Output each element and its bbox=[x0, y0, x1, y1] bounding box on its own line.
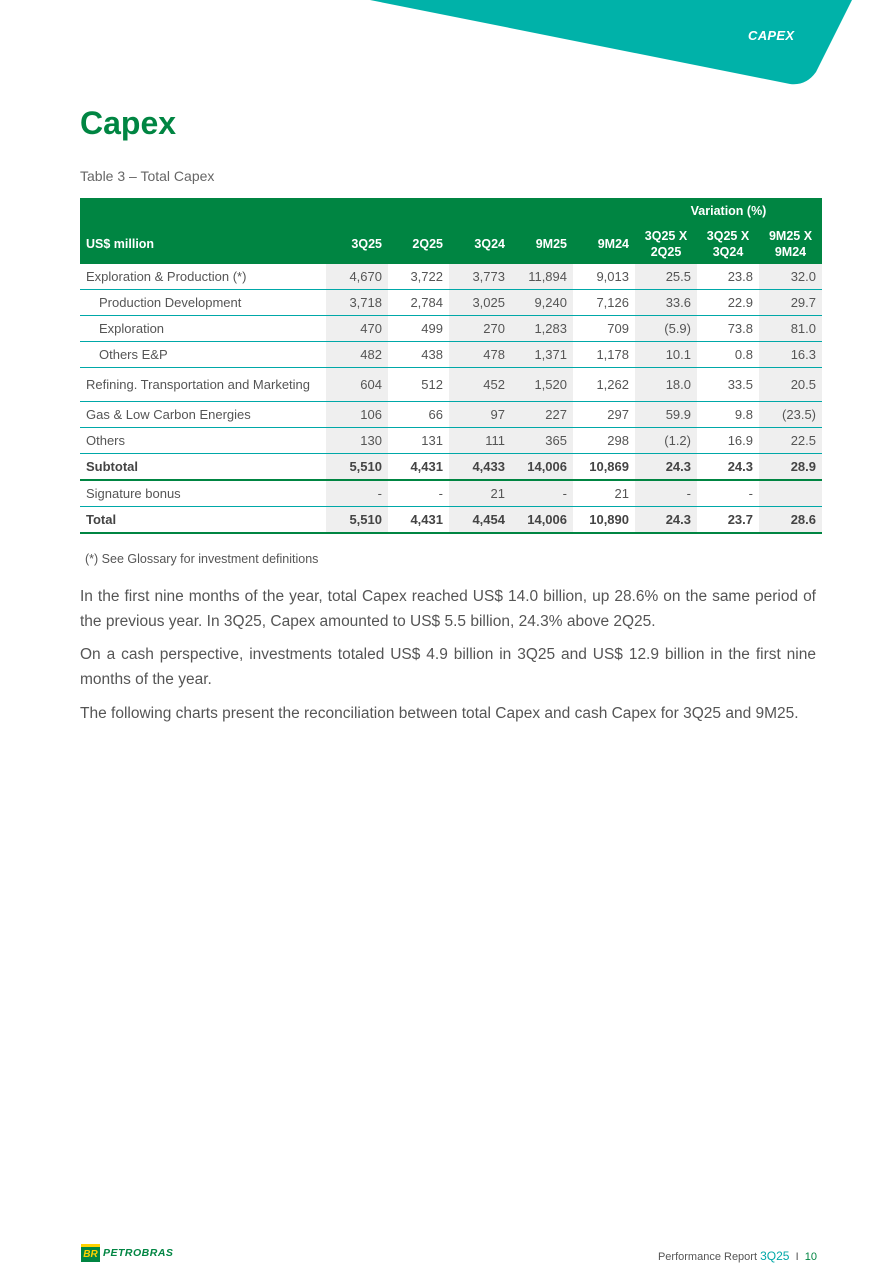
row-label: Signature bonus bbox=[80, 480, 326, 507]
row-label: Refining. Transportation and Marketing bbox=[80, 368, 326, 402]
cell: 21 bbox=[573, 480, 635, 507]
quarter-label: 3Q25 bbox=[760, 1249, 790, 1263]
cell: 24.3 bbox=[635, 507, 697, 534]
cell: 29.7 bbox=[759, 290, 822, 316]
body-paragraph: On a cash perspective, investments totaled US$ 4.9 billion in 3Q25 and US$ 12.9 billion in the first nine months of the year. bbox=[80, 646, 816, 688]
cell: 452 bbox=[449, 368, 511, 402]
table-row bbox=[80, 428, 822, 454]
cell: 106 bbox=[326, 402, 388, 428]
cell: 499 bbox=[388, 316, 449, 342]
cell: 14,006 bbox=[511, 454, 573, 481]
table-caption: Table 3 – Total Capex bbox=[80, 168, 215, 184]
table-row bbox=[80, 342, 822, 368]
row-label: Total bbox=[80, 507, 326, 534]
col-header-var-3q25-2q25: 3Q25 X 2Q25 bbox=[635, 224, 697, 264]
col-header-9m24: 9M24 bbox=[573, 224, 635, 264]
cell: 1,520 bbox=[511, 368, 573, 402]
cell: 1,262 bbox=[573, 368, 635, 402]
col-header-3q25: 3Q25 bbox=[326, 224, 388, 264]
section-tag: CAPEX bbox=[748, 28, 795, 43]
cell: 111 bbox=[449, 428, 511, 454]
cell: 482 bbox=[326, 342, 388, 368]
cell: 10.1 bbox=[635, 342, 697, 368]
cell: 21 bbox=[449, 480, 511, 507]
col-header-var-9m25-9m24: 9M25 X 9M24 bbox=[759, 224, 822, 264]
cell: 131 bbox=[388, 428, 449, 454]
col-header-2q25: 2Q25 bbox=[388, 224, 449, 264]
cell: 270 bbox=[449, 316, 511, 342]
cell: 9.8 bbox=[697, 402, 759, 428]
cell: 130 bbox=[326, 428, 388, 454]
cell: - bbox=[511, 480, 573, 507]
cell: 73.8 bbox=[697, 316, 759, 342]
subtotal-row bbox=[80, 454, 822, 481]
cell: - bbox=[697, 480, 759, 507]
cell: 14,006 bbox=[511, 507, 573, 534]
cell: 16.9 bbox=[697, 428, 759, 454]
total-row bbox=[80, 507, 822, 534]
cell: 66 bbox=[388, 402, 449, 428]
cell: 97 bbox=[449, 402, 511, 428]
row-label: Gas & Low Carbon Energies bbox=[80, 402, 326, 428]
cell: 10,869 bbox=[573, 454, 635, 481]
cell: 4,670 bbox=[326, 264, 388, 290]
cell: 10,890 bbox=[573, 507, 635, 534]
cell: 23.7 bbox=[697, 507, 759, 534]
cell: (5.9) bbox=[635, 316, 697, 342]
cell: 297 bbox=[573, 402, 635, 428]
cell: (1.2) bbox=[635, 428, 697, 454]
cell: 25.5 bbox=[635, 264, 697, 290]
cell: 22.9 bbox=[697, 290, 759, 316]
cell: - bbox=[635, 480, 697, 507]
table-footnote: (*) See Glossary for investment definitions bbox=[85, 552, 319, 566]
table-row bbox=[80, 480, 822, 507]
cell: 438 bbox=[388, 342, 449, 368]
cell: 16.3 bbox=[759, 342, 822, 368]
cell: 227 bbox=[511, 402, 573, 428]
page-title: Capex bbox=[80, 105, 177, 141]
cell: 7,126 bbox=[573, 290, 635, 316]
body-paragraph: The following charts present the reconciliation between total Capex and cash Capex for 3Q25 and 9M25. bbox=[80, 705, 799, 722]
cell: 512 bbox=[388, 368, 449, 402]
cell: 23.8 bbox=[697, 264, 759, 290]
capex-table bbox=[80, 198, 822, 534]
cell: 2,784 bbox=[388, 290, 449, 316]
body-paragraph: In the first nine months of the year, total Capex reached US$ 14.0 billion, up 28.6% on the same period of the previous year. In 3Q25, Capex amounted to US$ 5.5 billion, 24.3% above 2Q25. bbox=[80, 588, 816, 630]
cell: 4,454 bbox=[449, 507, 511, 534]
footer-separator: I bbox=[795, 1251, 799, 1263]
cell: 18.0 bbox=[635, 368, 697, 402]
cell: 709 bbox=[573, 316, 635, 342]
cell: 1,283 bbox=[511, 316, 573, 342]
col-header-9m25: 9M25 bbox=[511, 224, 573, 264]
table-row bbox=[80, 368, 822, 402]
col-header-var-3q25-3q24: 3Q25 X 3Q24 bbox=[697, 224, 759, 264]
row-label: Others bbox=[80, 428, 326, 454]
col-header-3q24: 3Q24 bbox=[449, 224, 511, 264]
cell: 28.9 bbox=[759, 454, 822, 481]
cell: 22.5 bbox=[759, 428, 822, 454]
cell: 11,894 bbox=[511, 264, 573, 290]
table-row bbox=[80, 402, 822, 428]
cell: - bbox=[326, 480, 388, 507]
row-label: Others E&P bbox=[80, 342, 326, 368]
br-logo-icon: BR bbox=[81, 1244, 100, 1262]
report-label: Performance Report bbox=[657, 1251, 758, 1263]
cell: 1,178 bbox=[573, 342, 635, 368]
cell: 4,431 bbox=[388, 454, 449, 481]
cell: 604 bbox=[326, 368, 388, 402]
cell: 33.5 bbox=[697, 368, 759, 402]
cell: 28.6 bbox=[759, 507, 822, 534]
row-label: Subtotal bbox=[80, 454, 326, 481]
page-footer bbox=[658, 1249, 817, 1263]
cell: 5,510 bbox=[326, 454, 388, 481]
cell: 470 bbox=[326, 316, 388, 342]
cell: - bbox=[388, 480, 449, 507]
cell: 1,371 bbox=[511, 342, 573, 368]
cell: 5,510 bbox=[326, 507, 388, 534]
cell: 24.3 bbox=[635, 454, 697, 481]
table-row bbox=[80, 264, 822, 290]
cell: 20.5 bbox=[759, 368, 822, 402]
cell: 3,722 bbox=[388, 264, 449, 290]
row-label: Exploration & Production (*) bbox=[80, 264, 326, 290]
row-label: Exploration bbox=[80, 316, 326, 342]
cell: 33.6 bbox=[635, 290, 697, 316]
cell: 478 bbox=[449, 342, 511, 368]
petrobras-logo bbox=[81, 1244, 173, 1262]
cell: (23.5) bbox=[759, 402, 822, 428]
cell: 365 bbox=[511, 428, 573, 454]
cell: 4,431 bbox=[388, 507, 449, 534]
cell: 9,013 bbox=[573, 264, 635, 290]
cell: 4,433 bbox=[449, 454, 511, 481]
cell: 9,240 bbox=[511, 290, 573, 316]
cell: 3,718 bbox=[326, 290, 388, 316]
row-label: Production Development bbox=[80, 290, 326, 316]
table-row bbox=[80, 290, 822, 316]
table-row bbox=[80, 316, 822, 342]
cell: 81.0 bbox=[759, 316, 822, 342]
logo-wordmark: PETROBRAS bbox=[103, 1247, 174, 1259]
cell: 0.8 bbox=[697, 342, 759, 368]
cell: 3,025 bbox=[449, 290, 511, 316]
cell: 59.9 bbox=[635, 402, 697, 428]
header-spacer bbox=[80, 198, 635, 224]
cell: 32.0 bbox=[759, 264, 822, 290]
page-number: 10 bbox=[804, 1251, 817, 1263]
cell bbox=[759, 480, 822, 507]
cell: 3,773 bbox=[449, 264, 511, 290]
cell: 24.3 bbox=[697, 454, 759, 481]
header-banner bbox=[0, 0, 895, 100]
variation-header: Variation (%) bbox=[635, 198, 822, 224]
col-header-label: US$ million bbox=[80, 224, 326, 264]
cell: 298 bbox=[573, 428, 635, 454]
